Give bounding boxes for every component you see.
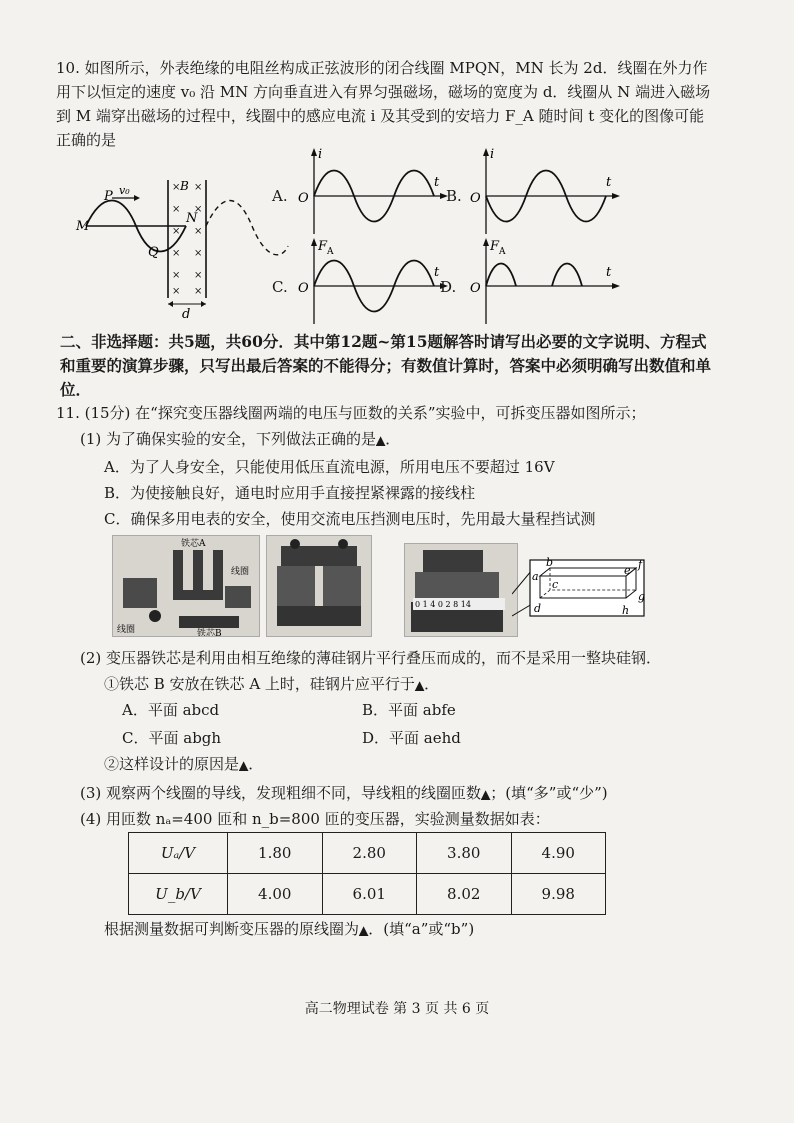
photo-assembled-transformer bbox=[266, 535, 372, 637]
q11-part4: (4) 用匝数 nₐ=400 匝和 n_b=800 匝的变压器，实验测量数据如表： bbox=[80, 810, 550, 828]
axis-origin: O bbox=[298, 191, 309, 206]
question-11-header: 11. (15分) 在“探究变压器线圈两端的电压与匝数的关系”实验中，可拆变压器如图所示； bbox=[56, 404, 646, 422]
section-2-heading: 二、非选择题：共5题，共60分．其中第12题~第15题解答时请写出必要的文字说明、方程式和重要的演算步骤，只写出最后答案的不能得分；有数值计算时，答案中必须明确写出数值和单位． bbox=[60, 332, 712, 399]
svg-text:×: × bbox=[194, 182, 203, 193]
box-label-c: c bbox=[552, 578, 559, 591]
svg-text:×: × bbox=[172, 226, 181, 237]
axis-i: i bbox=[490, 147, 495, 162]
graph-option-b bbox=[466, 146, 626, 238]
option-b-label: B. bbox=[446, 187, 462, 205]
svg-text:×: × bbox=[172, 182, 181, 193]
question-text: 如图所示，外表绝缘的电阻丝构成正弦波形的闭合线圈 MPQN，MN 长为 2d．线圈在外力作用下以恒定的速度 v₀ 沿 MN 方向垂直进入有界匀强磁场，磁场的宽度为 d．线圈从 N 端进入磁场到 M 端穿出磁场的过程中，线圈中的感应电流 i 及其受到的安培力 F_A 随时间 t 变化的图像可能正确的是 bbox=[56, 59, 711, 149]
table-cell: 6.01 bbox=[322, 874, 417, 915]
svg-text:×: × bbox=[172, 270, 181, 281]
svg-text:×: × bbox=[194, 248, 203, 259]
axis-fa: F bbox=[318, 239, 328, 254]
answer-blank: ▲ bbox=[239, 758, 249, 772]
label-m: M bbox=[76, 219, 90, 234]
period: ． bbox=[248, 755, 264, 773]
axis-t: t bbox=[434, 265, 440, 280]
question-10 bbox=[56, 56, 716, 152]
box-label-a: a bbox=[532, 570, 539, 583]
label-b: B bbox=[180, 179, 189, 193]
q11-part3 bbox=[80, 782, 608, 805]
q11-part2-2-text: ②这样设计的原因是 bbox=[104, 755, 240, 773]
label-n: N bbox=[186, 211, 198, 226]
answer-blank: ▲ bbox=[359, 923, 369, 937]
option-d-label: D. bbox=[440, 278, 457, 296]
box-label-g: g bbox=[638, 590, 646, 603]
table-cell: 3.80 bbox=[417, 833, 512, 874]
option-a-label: A. bbox=[272, 187, 288, 205]
q11-part2-1 bbox=[104, 673, 439, 696]
axis-fa: F bbox=[490, 239, 500, 254]
core-box-diagram bbox=[512, 556, 648, 618]
axis-t: t bbox=[606, 265, 612, 280]
q11-part2-option-a: A．平面 abcd bbox=[122, 701, 220, 719]
graph-option-d bbox=[466, 236, 626, 328]
axis-origin: O bbox=[470, 281, 481, 296]
period: ． bbox=[385, 430, 401, 448]
table-cell: 9.98 bbox=[511, 874, 606, 915]
svg-text:×: × bbox=[194, 270, 203, 281]
graph-option-a bbox=[294, 146, 454, 238]
axis-origin: O bbox=[298, 281, 309, 296]
q11-part1-text: (1) 为了确保实验的安全，下列做法正确的是 bbox=[80, 430, 377, 448]
table-row-header: Uₐ/V bbox=[129, 833, 228, 874]
label-d: d bbox=[182, 307, 191, 322]
coil-field-figure bbox=[72, 172, 292, 322]
label-p: P bbox=[104, 189, 113, 204]
box-label-f: f bbox=[638, 558, 643, 571]
svg-text:×: × bbox=[172, 204, 181, 215]
q11-part2: (2) 变压器铁芯是利用由相互绝缘的薄硅钢片平行叠压而成的，而不是采用一整块硅钢． bbox=[80, 649, 662, 667]
q11-part2-1-text: ①铁芯 B 安放在铁芯 A 上时，硅钢片应平行于 bbox=[104, 675, 415, 693]
axis-t: t bbox=[434, 175, 440, 190]
q11-part1-option-c: C．确保多用电表的安全，使用交流电压挡测电压时，先用最大量程挡试测 bbox=[104, 510, 596, 528]
label-core-b: 铁芯B bbox=[197, 629, 222, 636]
period: ． bbox=[424, 675, 440, 693]
answer-blank: ▲ bbox=[376, 433, 386, 447]
axis-i: i bbox=[318, 147, 323, 162]
label-q: Q bbox=[148, 245, 159, 260]
svg-text:×: × bbox=[194, 286, 203, 297]
q11-part3-text: (3) 观察两个线圈的导线，发现粗细不同，导线粗的线圈匝数 bbox=[80, 784, 482, 802]
table-cell: 1.80 bbox=[228, 833, 323, 874]
svg-text:×: × bbox=[172, 248, 181, 259]
q11-part1-option-b: B．为使接触良好，通电时应用手直接捏紧裸露的接线柱 bbox=[104, 484, 476, 502]
table-row bbox=[129, 833, 606, 874]
q11-part2-option-d: D．平面 aehd bbox=[362, 729, 461, 747]
svg-text:×: × bbox=[194, 226, 203, 237]
axis-t: t bbox=[606, 175, 612, 190]
axis-fa-sub: A bbox=[327, 247, 334, 257]
answer-blank: ▲ bbox=[414, 678, 425, 692]
table-row-header: U_b/V bbox=[129, 874, 228, 915]
axis-origin: O bbox=[470, 191, 481, 206]
graph-option-c bbox=[294, 236, 457, 328]
axis-fa-sub: A bbox=[499, 247, 506, 257]
box-label-b: b bbox=[546, 556, 554, 569]
svg-text:×: × bbox=[172, 286, 181, 297]
q11-part2-option-c: C．平面 abgh bbox=[122, 729, 222, 747]
table-row bbox=[129, 874, 606, 915]
measurement-table bbox=[128, 832, 606, 915]
table-cell: 8.02 bbox=[417, 874, 512, 915]
page-footer: 高二物理试卷 第 3 页 共 6 页 bbox=[304, 1001, 490, 1017]
q11-part5-text: 根据测量数据可判断变压器的原线圈为 bbox=[104, 920, 360, 938]
box-label-h: h bbox=[622, 604, 630, 617]
box-label-d: d bbox=[534, 602, 542, 615]
q11-part2-option-b: B．平面 abfe bbox=[362, 701, 456, 719]
label-coil: 线圈 bbox=[231, 567, 250, 577]
q11-part5 bbox=[104, 918, 474, 941]
label-core-a: 铁芯A bbox=[181, 539, 206, 549]
label-coil: 线圈 bbox=[117, 625, 136, 635]
box-label-e: e bbox=[624, 564, 631, 577]
question-number: 10. bbox=[56, 59, 80, 77]
label-v0: v₀ bbox=[119, 184, 130, 197]
q11-part1 bbox=[80, 428, 400, 451]
photo-transformer-with-core bbox=[404, 543, 518, 637]
photo-disassembled-transformer bbox=[112, 535, 260, 637]
q11-part2-2 bbox=[104, 753, 263, 776]
coil-scale: 0 1 4 0 2 8 14 bbox=[415, 600, 471, 609]
q11-part1-option-a: A．为了人身安全，只能使用低压直流电源，所用电压不要超过 16V bbox=[104, 458, 555, 476]
table-cell: 4.00 bbox=[228, 874, 323, 915]
answer-blank: ▲ bbox=[481, 787, 491, 801]
table-cell: 2.80 bbox=[322, 833, 417, 874]
svg-text:×: × bbox=[194, 204, 203, 215]
q11-part3-tail: ；(填“多”或“少”) bbox=[490, 784, 608, 802]
q11-part5-tail: ．(填“a”或“b”) bbox=[368, 920, 475, 938]
option-c-label: C. bbox=[272, 278, 288, 296]
table-cell: 4.90 bbox=[511, 833, 606, 874]
